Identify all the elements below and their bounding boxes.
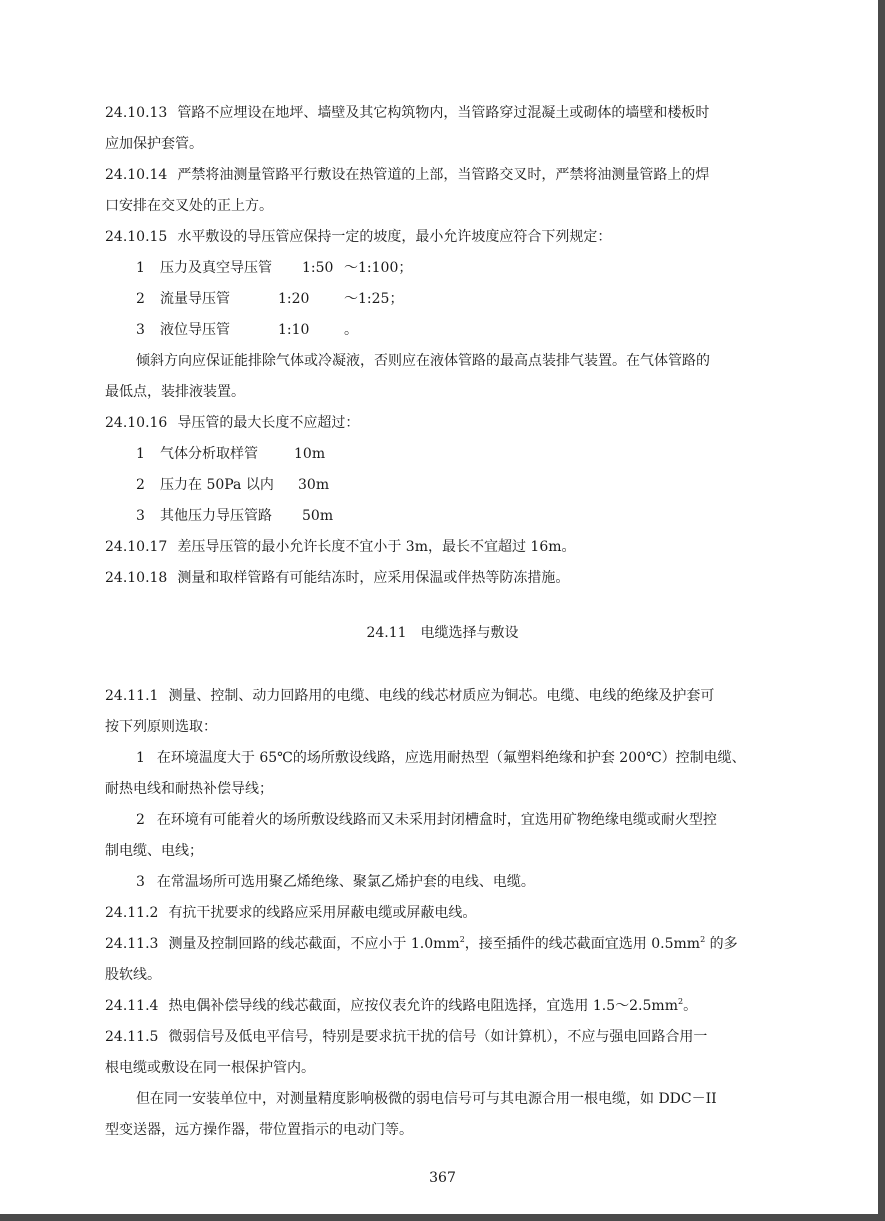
clause-text: 水平敷设的导压管应保持一定的坡度，最小允许坡度应符合下列规定： (177, 229, 612, 245)
clause-number: 24.10.16 (105, 415, 168, 431)
item-value: 。 (344, 322, 358, 338)
note-continuation: 最低点，装排液装置。 (105, 384, 245, 400)
item-text: 在环境有可能着火的场所敷设线路而又未采用封闭槽盒时，宜选用矿物绝缘电缆或耐火型控 (156, 812, 717, 828)
item-value: 10m (294, 446, 326, 462)
clause-24-11-2 (105, 903, 476, 923)
clause-text: 差压导压管的最小允许长度不宜小于 3m，最长不宜超过 16m。 (177, 539, 576, 555)
item-label: 液位导压管 (160, 322, 230, 338)
item-label: 压力及真空导压管 (160, 260, 272, 276)
clause-number: 24.10.18 (105, 570, 168, 586)
clause-24-10-15 (105, 227, 611, 247)
list-item (136, 748, 746, 768)
paragraph-continuation: 型变送器，远方操作器，带位置指示的电动门等。 (105, 1122, 413, 1138)
clause-number: 24.11.3 (105, 936, 159, 952)
clause-text: 热电偶补偿导线的线芯截面，应按仪表允许的线路电阻选择，宜选用 1.5～2.5mm (168, 998, 678, 1014)
item-value: 30m (298, 477, 330, 493)
list-item (136, 444, 325, 464)
clause-text: 严禁将油测量管路平行敷设在热管道的上部，当管路交叉时，严禁将油测量管路上的焊 (177, 167, 710, 183)
clause-continuation: 按下列原则选取： (105, 719, 217, 735)
clause-text: 测量、控制、动力回路用的电缆、电线的线芯材质应为铜芯。电缆、电线的绝缘及护套可 (168, 688, 715, 704)
item-continuation: 制电缆、电线； (105, 843, 203, 859)
item-continuation: 耐热电线和耐热补偿导线； (105, 781, 273, 797)
section-title: 电缆选择与敷设 (420, 625, 519, 641)
item-number: 1 (136, 750, 145, 766)
clause-24-11-5 (105, 1027, 707, 1047)
item-number: 2 (136, 291, 145, 307)
clause-text: 微弱信号及低电平信号，特别是要求抗干扰的信号（如计算机），不应与强电回路合用一 (168, 1029, 708, 1045)
item-number: 2 (136, 477, 145, 493)
clause-24-10-16 (105, 413, 359, 433)
note-paragraph: 倾斜方向应保证能排除气体或冷凝液，否则应在液体管路的最高点装排气装置。在气体管路的 (136, 353, 710, 369)
item-label: 流量导压管 (160, 291, 230, 307)
list-item (136, 872, 535, 892)
list-item (136, 320, 358, 340)
item-label: 气体分析取样管 (160, 446, 258, 462)
item-number: 3 (136, 874, 145, 890)
clause-continuation: 口安排在交叉处的正上方。 (105, 198, 273, 214)
clause-24-11-4 (105, 996, 697, 1016)
list-item (136, 506, 333, 526)
superscript: 2 (677, 997, 684, 1006)
clause-text: 。 (683, 998, 698, 1014)
clause-24-11-3 (105, 934, 738, 954)
clause-number: 24.10.17 (105, 539, 168, 555)
item-number: 2 (136, 812, 145, 828)
clause-number: 24.10.15 (105, 229, 168, 245)
clause-text: 有抗干扰要求的线路应采用屏蔽电缆或屏蔽电线。 (168, 905, 477, 921)
clause-continuation: 应加保护套管。 (105, 136, 203, 152)
item-value: 1:50 (302, 260, 334, 276)
clause-text: ，接至插件的线芯截面宜选用 0.5mm (464, 936, 701, 952)
paragraph: 但在同一安装单位中，对测量精度影响极微的弱电信号可与其电源合用一根电缆，如 DDC－II (136, 1091, 717, 1107)
item-value: 1:20 (278, 291, 310, 307)
item-value: ～1:100； (344, 260, 413, 276)
superscript: 2 (700, 935, 706, 944)
clause-number: 24.11.2 (105, 905, 159, 921)
clause-24-10-18 (105, 568, 569, 588)
clause-text: 的多 (705, 936, 738, 952)
list-item (136, 475, 329, 495)
item-value: ～1:25； (344, 291, 404, 307)
item-value: 50m (302, 508, 334, 524)
page-number: 367 (429, 1170, 456, 1186)
clause-text: 测量和取样管路有可能结冻时，应采用保温或伴热等防冻措施。 (177, 570, 570, 586)
clause-number: 24.11.4 (105, 998, 159, 1014)
list-item (136, 289, 403, 309)
clause-number: 24.11.5 (105, 1029, 159, 1045)
clause-text: 管路不应埋设在地坪、墙壁及其它构筑物内，当管路穿过混凝土或砌体的墙壁和楼板时 (177, 105, 710, 121)
item-label: 压力在 50Pa 以内 (160, 477, 274, 493)
superscript: 2 (459, 935, 465, 944)
clause-24-10-14 (105, 165, 709, 185)
clause-continuation: 根电缆或敷设在同一根保护管内。 (105, 1060, 315, 1076)
item-label: 其他压力导压管路 (160, 508, 272, 524)
clause-number: 24.11.1 (105, 688, 159, 704)
item-value: 1:10 (278, 322, 310, 338)
clause-text: 测量及控制回路的线芯截面，不应小于 1.0mm (168, 936, 460, 952)
clause-24-10-17 (105, 537, 576, 557)
section-heading (0, 623, 885, 643)
item-text: 在常温场所可选用聚乙烯绝缘、聚氯乙烯护套的电线、电缆。 (156, 874, 535, 890)
clause-continuation: 股软线。 (105, 967, 161, 983)
clause-24-11-1 (105, 686, 714, 706)
item-text: 在环境温度大于 65℃的场所敷设线路，应选用耐热型（氟塑料绝缘和护套 200℃）控制电缆、 (156, 750, 746, 766)
clause-number: 24.10.14 (105, 167, 168, 183)
list-item (136, 258, 412, 278)
section-number: 24.11 (366, 625, 407, 641)
list-item (136, 810, 717, 830)
clause-24-10-13 (105, 103, 709, 123)
clause-number: 24.10.13 (105, 105, 168, 121)
clause-text: 导压管的最大长度不应超过： (177, 415, 360, 431)
item-number: 1 (136, 260, 145, 276)
item-number: 3 (136, 322, 145, 338)
item-number: 1 (136, 446, 145, 462)
item-number: 3 (136, 508, 145, 524)
